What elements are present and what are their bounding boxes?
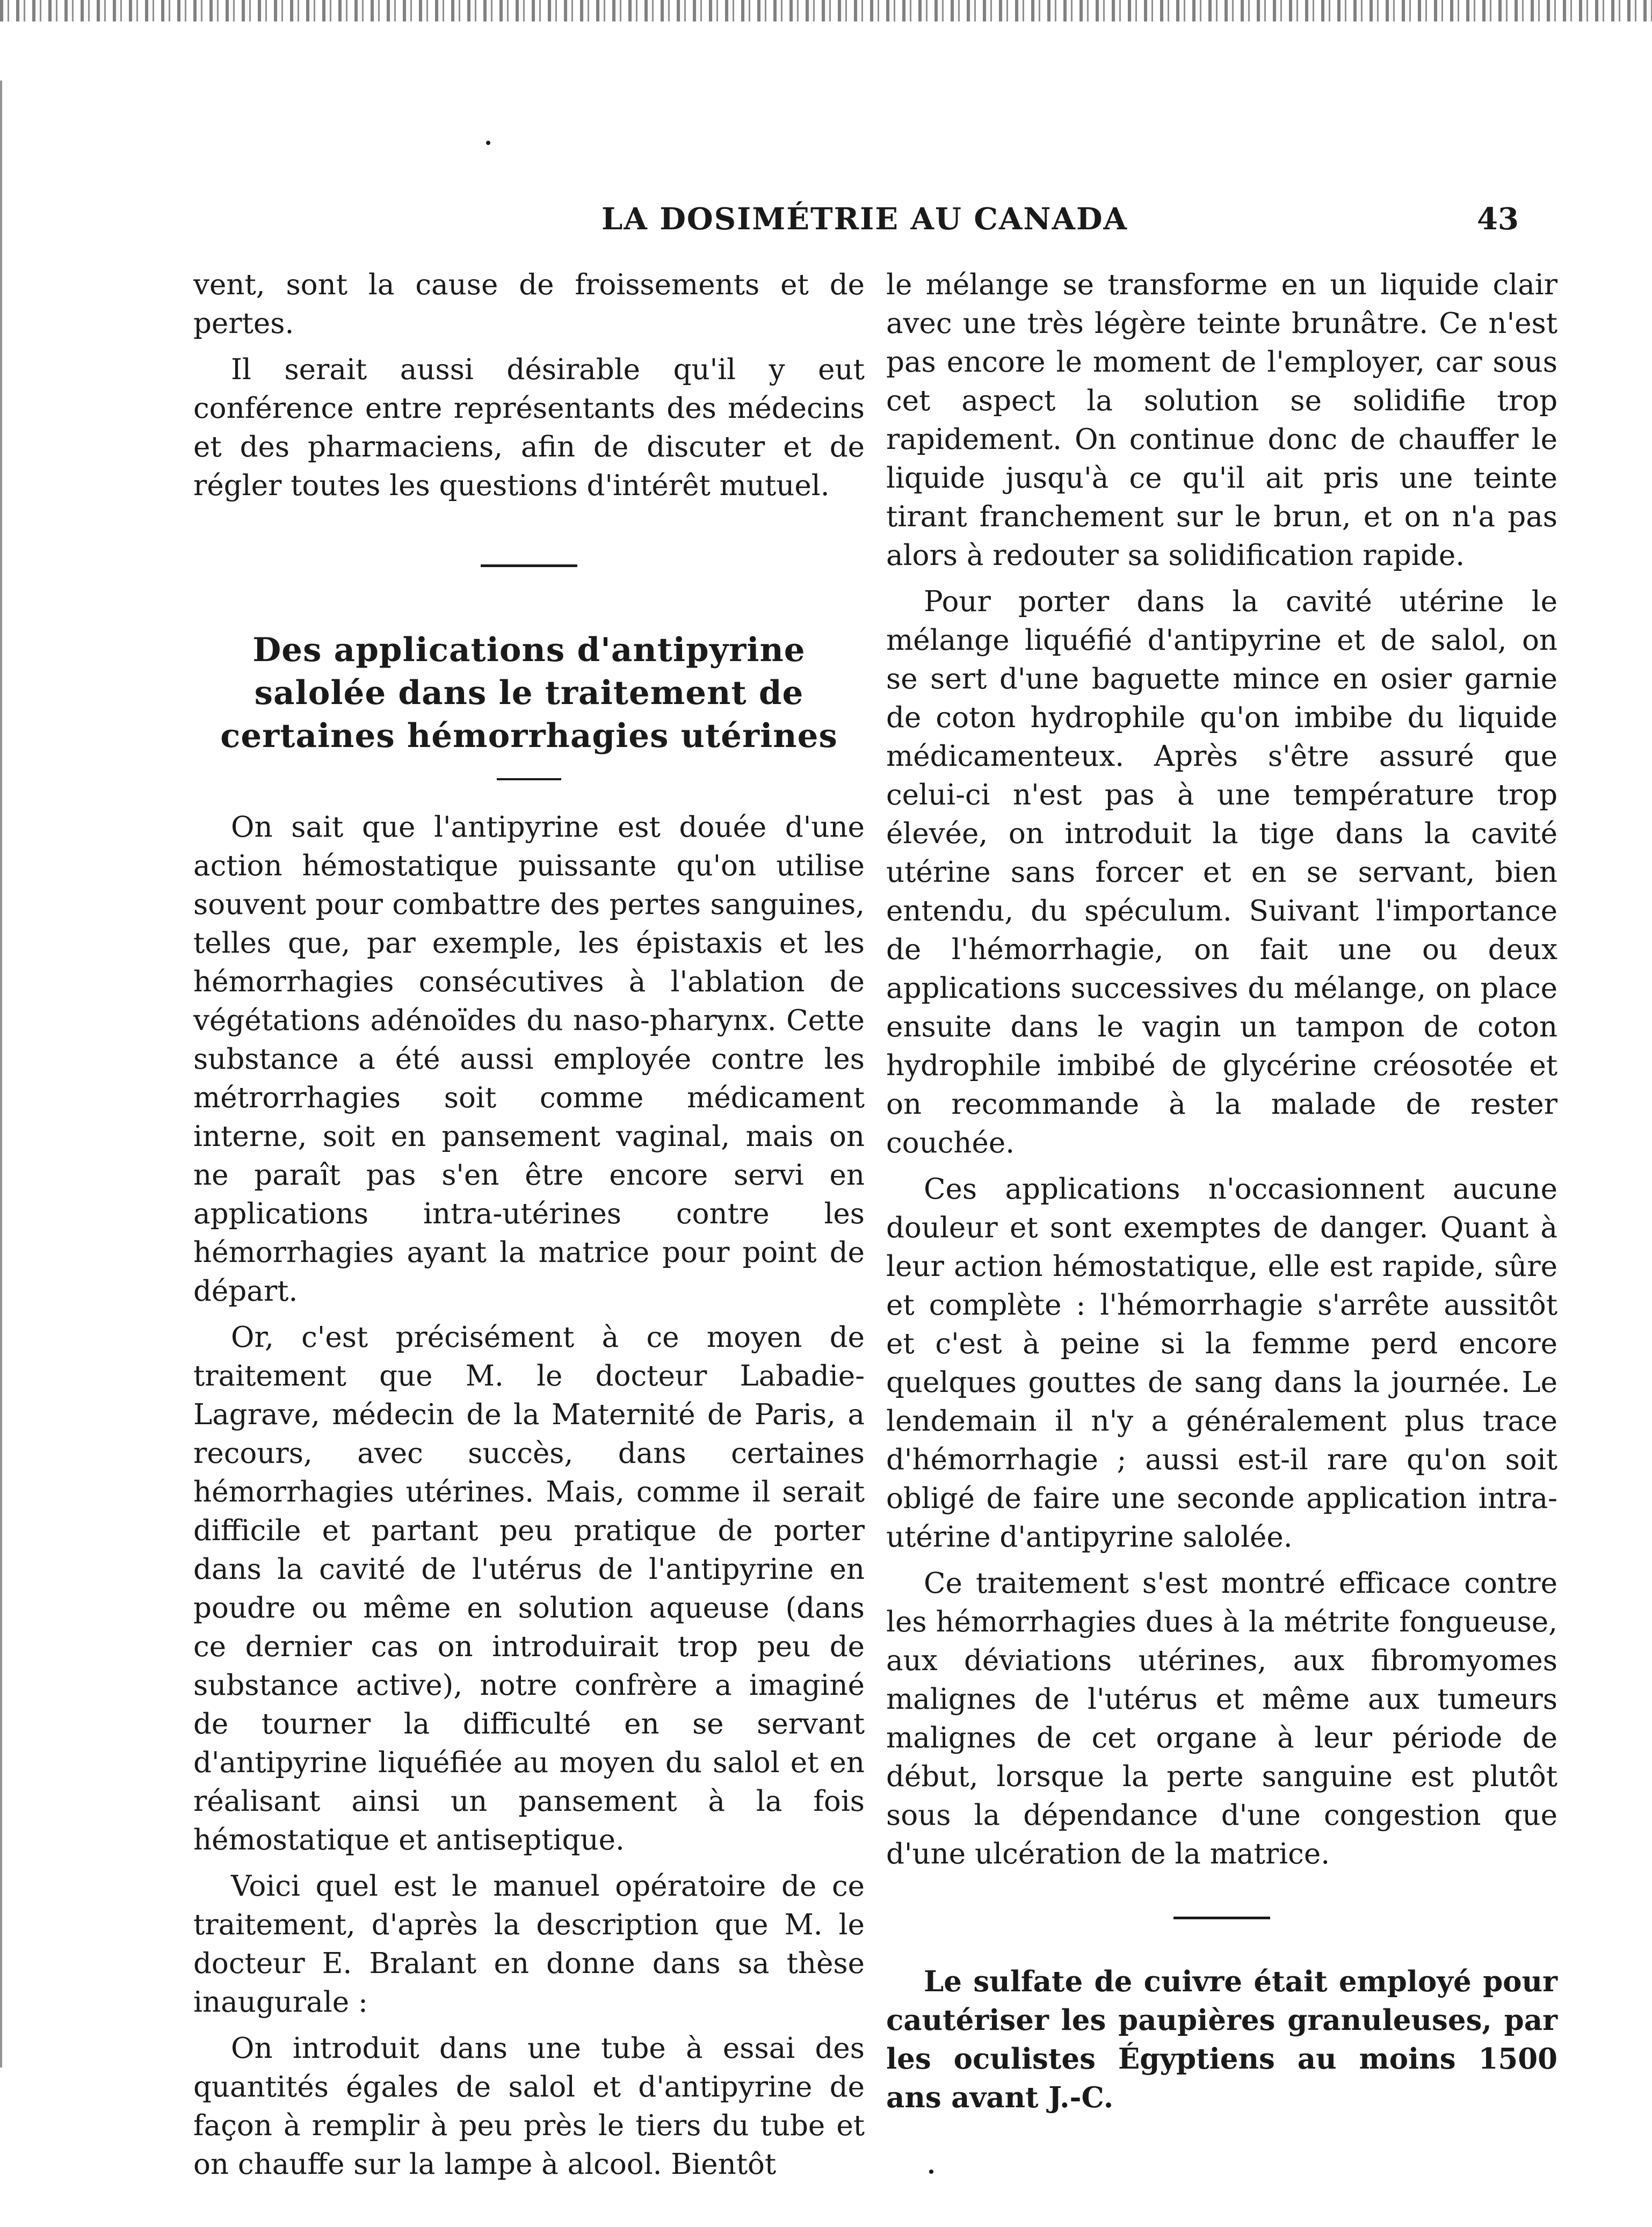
running-head: LA DOSIMÉTRIE AU CANADA [602,201,1128,237]
paragraph: le mélange se transforme en un liquide clair avec une très légère teinte brunâtre. Ce n'est pas encore le moment de l'employer, car sous cet aspect la solution se solidifie trop rapidement. On continue donc de chauffer le liquide jusqu'à ce qu'il ait pris une teinte tirant franchement sur le brun, et on n'a pas alors à redouter sa solidification rapide. [886,269,1557,572]
scan-top-border [0,0,1652,21]
paragraph: Ces applications n'occasionnent aucune douleur et sont exemptes de danger. Quant à leur action hémostatique, elle est rapide, sûre et complète : l'hémorrhagie s'arrête aussitôt et c'est à peine si la femme perd encore quelques gouttes de sang dans la journée. Le lendemain il n'y a généralement plus trace d'hémorrhagie ; aussi est-il rare qu'on soit obligé de faire une seconde application intra-utérine d'antipyrine salolée. [886,1173,1557,1554]
paragraph-note: Le sulfate de cuivre était employé pour cautériser les paupières granuleuses, par les oculistes Égyptiens au moins 1500 ans avant J.-C. [886,1965,1557,2114]
article-title: Des applications d'antipyrine salolée dans le traitement de certaines hémorrhagies utérines [220,631,838,755]
right-column [886,266,1557,2124]
scan-speck [486,141,490,145]
paragraph-continuation: vent, sont la cause de froissements et de pertes. [193,269,865,340]
section-divider [481,564,577,567]
paragraph: Ce traitement s'est montré efficace contre les hémorrhagies dues à la métrite fongueuse, aux déviations utérines, aux fibromyomes malignes de l'utérus et même aux tumeurs malignes de cet organe à leur période de début, lorsque la perte sanguine est plutôt sous la dépendance d'une congestion que d'une ulcération de la matrice. [886,1567,1557,1870]
paragraph: Pour porter dans la cavité utérine le mélange liquéfié d'antipyrine et de salol, on se sert d'une baguette mince en osier garnie de coton hydrophile qu'on imbibe du liquide médicamenteux. Après s'être assuré que celui-ci n'est pas à une température trop élevée, on introduit la tige dans la cavité utérine sans forcer et en se servant, bien entendu, du spéculum. Suivant l'importance de l'hémorrhagie, on fait une ou deux applications successives du mélange, on place ensuite dans le vagin un tampon de coton hydrophile imbibé de glycérine créosotée et on recommande à la malade de rester couchée. [886,585,1557,1159]
page-number: 43 [1477,201,1519,237]
paragraph: Voici quel est le manuel opératoire de ce traitement, d'après la description que M. le docteur E. Bralant en donne dans sa thèse inaugurale : [193,1870,865,2019]
title-divider [497,778,561,780]
paragraph-conference: Il serait aussi désirable qu'il y eut conférence entre représentants des médecins et des pharmaciens, afin de discuter et de régler toutes les questions d'intérêt mutuel. [193,353,865,502]
scan-speck [929,2170,933,2174]
scan-left-edge [0,81,8,2068]
paragraph: Or, c'est précisément à ce moyen de traitement que M. le docteur Labadie-Lagrave, médecin de la Maternité de Paris, a recours, avec succès, dans certaines hémorrhagies utérines. Mais, comme il serait difficile et partant peu pratique de porter dans la cavité de l'utérus de l'antipyrine en poudre ou même en solution aqueuse (dans ce dernier cas on introduirait trop peu de substance active), notre confrère a imaginé de tourner la difficulté en se servant d'antipyrine liquéfiée au moyen du salol et en réalisant ainsi un pansement à la fois hémostatique et antiseptique. [193,1321,865,1856]
paragraph: On sait que l'antipyrine est douée d'une action hémostatique puissante qu'on utilise souvent pour combattre des pertes sanguines, telles que, par exemple, les épistaxis et les hémorrhagies consécutives à l'ablation de végétations adénoïdes du naso-pharynx. Cette substance a été aussi employée contre les métrorrhagies soit comme médicament interne, soit en pansement vaginal, mais on ne paraît pas s'en être encore servi en applications intra-utérines contre les hémorrhagies ayant la matrice pour point de départ. [193,811,865,1308]
paragraph: On introduit dans une tube à essai des quantités égales de salol et d'antipyrine de façon à remplir à peu près le tiers du tube et on chauffe sur la lampe à alcool. Bientôt [193,2032,865,2181]
left-column [193,266,865,2192]
section-divider [1173,1917,1270,1919]
